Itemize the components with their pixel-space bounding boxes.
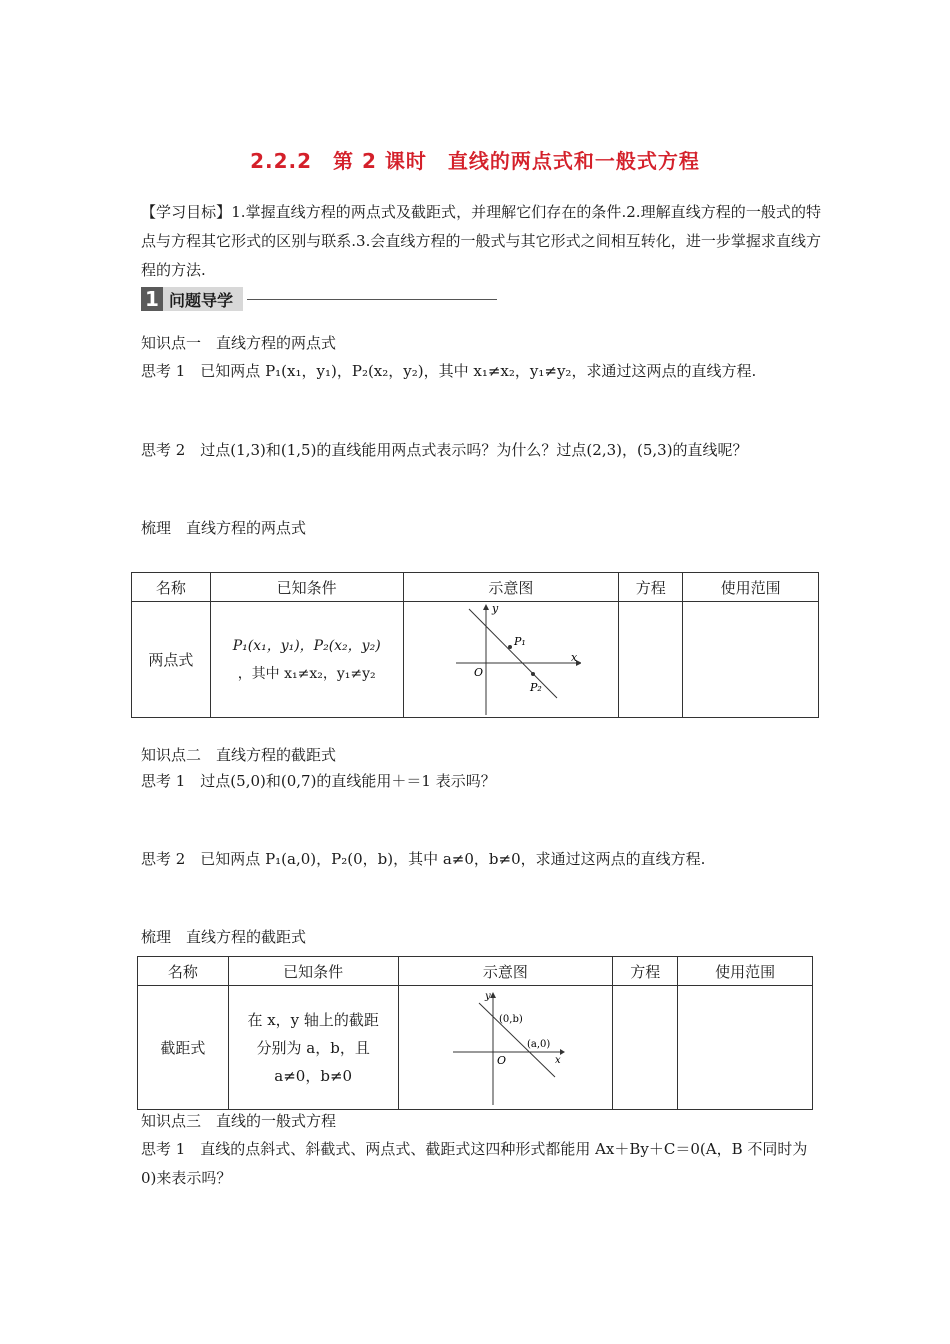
row-equation	[613, 986, 678, 1110]
x-label: x	[570, 650, 578, 664]
col-figure: 示意图	[403, 573, 619, 602]
kp3-think1: 思考 1 直线的点斜式、斜截式、两点式、截距式这四种形式都能用 Ax＋By＋C＝0(A，B 不同时为 0)来表示吗？	[141, 1140, 808, 1187]
table-row	[138, 986, 813, 1110]
row-condition	[210, 602, 403, 718]
kp1-think1: 思考 1 已知两点 P₁(x₁，y₁)，P₂(x₂，y₂)，其中 x₁≠x₂，y₁≠y₂，求通过这两点的直线方程.	[141, 362, 757, 380]
kp2-think1: 思考 1 过点(5,0)和(0,7)的直线能用＋＝1 表示吗？	[141, 772, 496, 790]
intercept-diagram	[445, 989, 565, 1107]
kp2-summary: 梳理 直线方程的截距式	[141, 928, 307, 946]
a-intercept-label: (a,0)	[527, 1038, 551, 1050]
row-figure	[403, 602, 619, 718]
p2-label: P₂	[529, 680, 542, 694]
x-arrow	[560, 1049, 565, 1055]
table-header-row	[138, 957, 813, 986]
col-condition: 已知条件	[228, 957, 398, 986]
section-number: 1	[141, 287, 163, 311]
section-rule	[247, 299, 497, 300]
col-scope: 使用范围	[678, 957, 813, 986]
condition-line-3: a≠0，b≠0	[274, 1066, 353, 1085]
intercept-table	[137, 956, 813, 1110]
origin-label: O	[497, 1053, 507, 1067]
point-p1	[508, 645, 512, 649]
condition-line-1: P₁(x₁，y₁)，P₂(x₂，y₂)	[232, 637, 381, 654]
kp3-heading: 知识点三 直线的一般式方程	[141, 1112, 337, 1130]
section-banner	[141, 287, 497, 311]
b-intercept-label: (0,b)	[499, 1013, 524, 1025]
row-equation	[619, 602, 683, 718]
row-name: 两点式	[132, 602, 211, 718]
y-label: y	[491, 602, 499, 615]
objectives-text: 1.掌握直线方程的两点式及截距式，并理解它们存在的条件.2.理解直线方程的一般式的特点与方程其它形式的区别与联系.3.会直线方程的一般式与其它形式之间相互转化，进一步掌握求直线方程的方法.	[141, 203, 821, 279]
col-figure: 示意图	[398, 957, 613, 986]
condition-line-1: 在 x，y 轴上的截距	[247, 1010, 379, 1029]
col-equation: 方程	[619, 573, 683, 602]
two-point-diagram	[441, 603, 581, 717]
learning-objectives	[141, 198, 821, 285]
two-point-table	[131, 572, 819, 718]
row-scope	[678, 986, 813, 1110]
line-through-points	[469, 609, 557, 698]
row-name: 截距式	[138, 986, 229, 1110]
p1-label: P₁	[513, 634, 526, 648]
origin-label: O	[473, 665, 483, 679]
kp1-summary: 梳理 直线方程的两点式	[141, 519, 307, 537]
objectives-label: 【学习目标】	[141, 203, 232, 221]
condition-line-2: ，其中 x₁≠x₂，y₁≠y₂	[237, 665, 376, 682]
col-name: 名称	[132, 573, 211, 602]
row-condition	[228, 986, 398, 1110]
y-label: y	[485, 990, 492, 1002]
table-row	[132, 602, 819, 718]
col-equation: 方程	[613, 957, 678, 986]
section-label: 问题导学	[163, 287, 243, 311]
row-scope	[683, 602, 819, 718]
kp1-heading: 知识点一 直线方程的两点式	[141, 334, 337, 352]
table-header-row	[132, 573, 819, 602]
kp2-think2: 思考 2 已知两点 P₁(a,0)，P₂(0，b)，其中 a≠0，b≠0，求通过这两点的直线方程.	[141, 850, 706, 868]
col-name: 名称	[138, 957, 229, 986]
point-p2	[531, 672, 535, 676]
kp1-think2: 思考 2 过点(1,3)和(1,5)的直线能用两点式表示吗？为什么？过点(2,3)，(5,3)的直线呢？	[141, 441, 748, 459]
y-arrow	[490, 992, 496, 998]
y-arrow	[483, 604, 489, 610]
condition-line-2: 分别为 a，b，且	[256, 1038, 370, 1057]
row-figure	[398, 986, 613, 1110]
page-title: 2.2.2 第 2 课时 直线的两点式和一般式方程	[250, 149, 700, 173]
kp2-heading: 知识点二 直线方程的截距式	[141, 746, 337, 764]
x-label: x	[555, 1054, 562, 1066]
col-scope: 使用范围	[683, 573, 819, 602]
col-condition: 已知条件	[210, 573, 403, 602]
